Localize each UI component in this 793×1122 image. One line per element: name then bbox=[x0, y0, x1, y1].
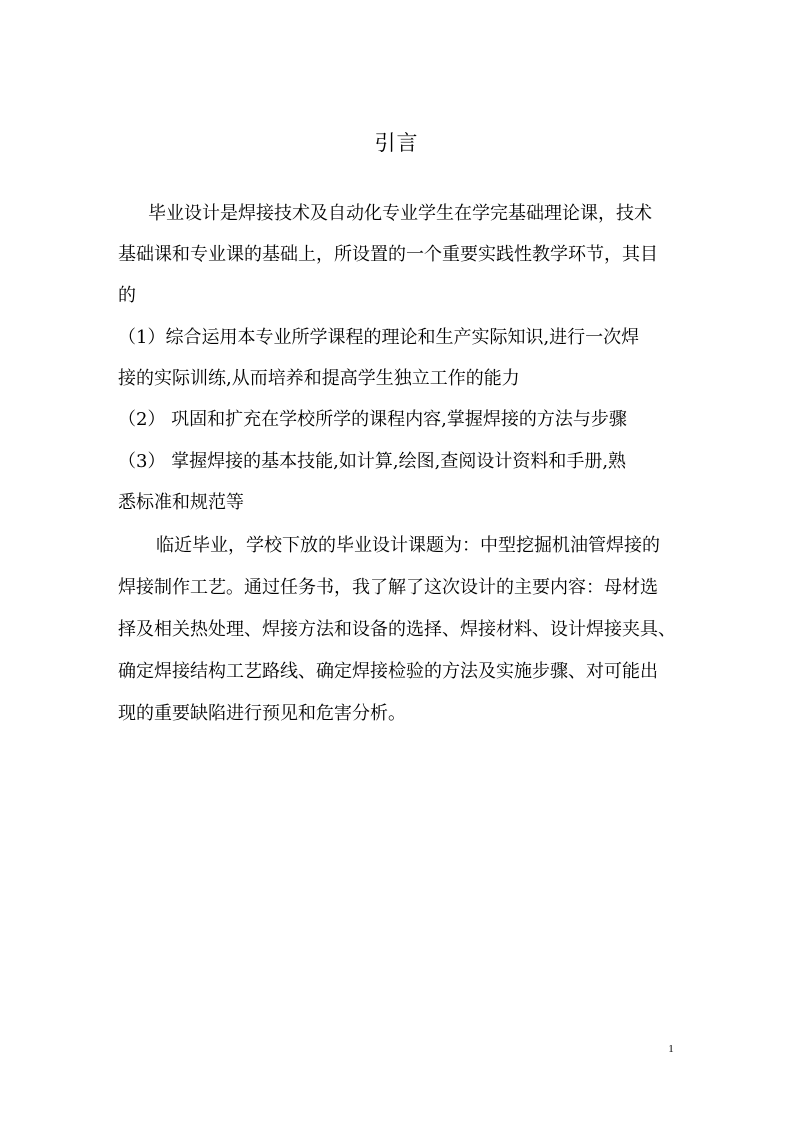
text-line: （2） 巩固和扩充在学校所学的课程内容,掌握焊接的方法与步骤 bbox=[118, 409, 627, 430]
text-line: 现的重要缺陷进行预见和危害分析。 bbox=[118, 703, 406, 724]
text-line: 悉标准和规范等 bbox=[118, 492, 244, 513]
text-line: 焊接制作工艺。通过任务书，我了解了这次设计的主要内容：母材选 bbox=[118, 577, 658, 598]
list-item-2 bbox=[118, 410, 678, 440]
text-line: 择及相关热处理、焊接方法和设备的选择、焊接材料、设计焊接夹具、 bbox=[118, 619, 676, 640]
text-line: 确定焊接结构工艺路线、确定焊接检验的方法及实施步骤、对可能出 bbox=[118, 661, 658, 682]
page-title: 引言 bbox=[374, 131, 419, 155]
paragraph-assignment bbox=[118, 536, 678, 726]
text-line: 临近毕业，学校下放的毕业设计课题为：中型挖掘机油管焊接的 bbox=[156, 535, 660, 556]
list-item-1 bbox=[118, 328, 678, 398]
text-line: 毕业设计是焊接技术及自动化专业学生在学完基础理论课，技术 bbox=[148, 203, 652, 224]
page-number: 1 bbox=[668, 1043, 674, 1055]
list-item-3 bbox=[118, 452, 678, 522]
paragraph-intro bbox=[118, 202, 678, 312]
text-line: 接的实际训练,从而培养和提高学生独立工作的能力 bbox=[118, 368, 520, 389]
text-line: （3） 掌握焊接的基本技能,如计算,绘图,查阅设计资料和手册,熟 bbox=[118, 451, 627, 472]
text-line: 基础课和专业课的基础上，所设置的一个重要实践性教学环节，其目 bbox=[118, 244, 658, 265]
text-line: 的 bbox=[118, 285, 136, 306]
text-line: （1）综合运用本专业所学课程的理论和生产实际知识,进行一次焊 bbox=[118, 327, 640, 348]
